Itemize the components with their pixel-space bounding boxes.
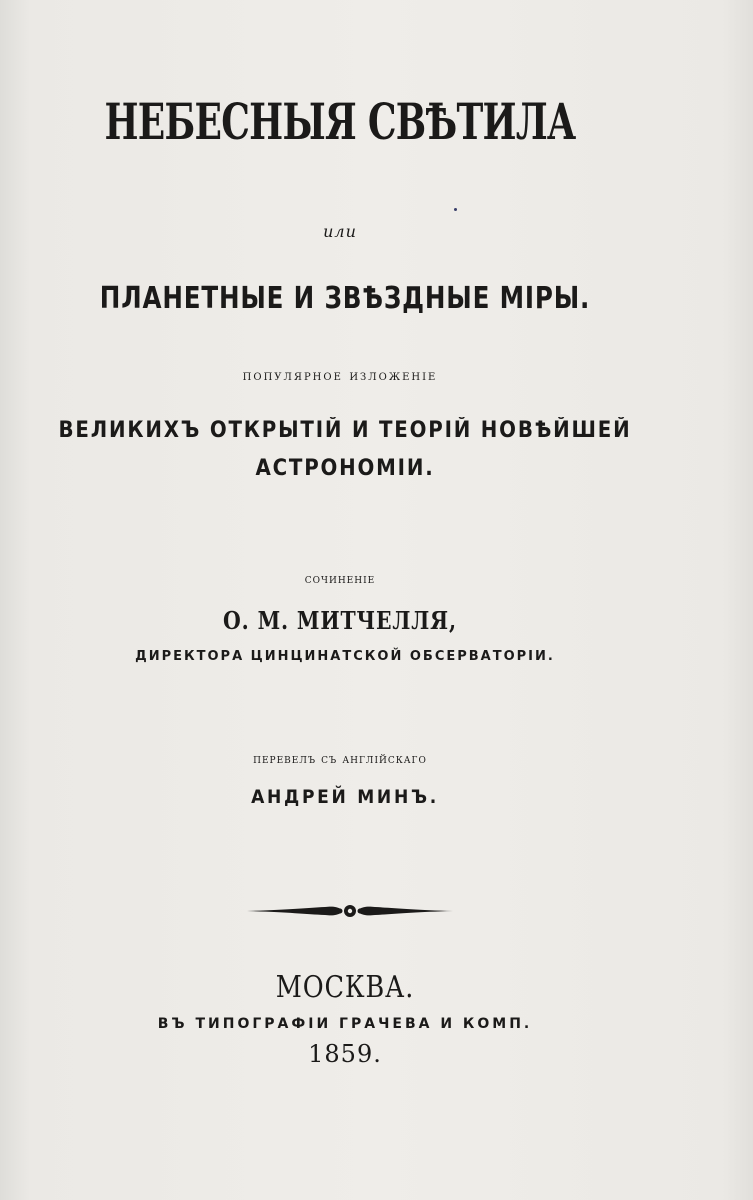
astronomy-line: АСТРОНОМІИ.	[255, 456, 435, 481]
fleuron-divider-icon	[245, 898, 455, 924]
book-subtitle: ПЛАНЕТНЫЕ И ЗВѢЗДНЫЕ МІРЫ.	[99, 281, 591, 316]
discoveries-line: ВЕЛИКИХЪ ОТКРЫТІЙ И ТЕОРІЙ НОВѢЙШЕЙ	[58, 418, 632, 443]
author-position: ДИРЕКТОРА ЦИНЦИНАТСКОЙ ОБСЕРВАТОРІИ.	[135, 649, 555, 664]
author-name: О. М. МИТЧЕЛЛЯ,	[223, 606, 457, 635]
translator-name: АНДРЕЙ МИНЪ.	[251, 786, 439, 808]
printing-house: ВЪ ТИПОГРАФІИ ГРАЧЕВА И КОМП.	[157, 1016, 533, 1032]
translated-by-line: перевелъ съ англійскаго	[253, 752, 427, 767]
ink-speck	[454, 208, 457, 211]
work-by-line: сочиненіе	[304, 572, 376, 587]
city-name: МОСКВА.	[275, 970, 415, 1005]
publication-year: 1859.	[308, 1040, 382, 1068]
connector-text: или	[323, 222, 357, 241]
popular-exposition-line: популярное изложеніе	[242, 368, 438, 384]
book-title: НЕБЕСНЫЯ СВѢТИЛА	[104, 92, 576, 151]
